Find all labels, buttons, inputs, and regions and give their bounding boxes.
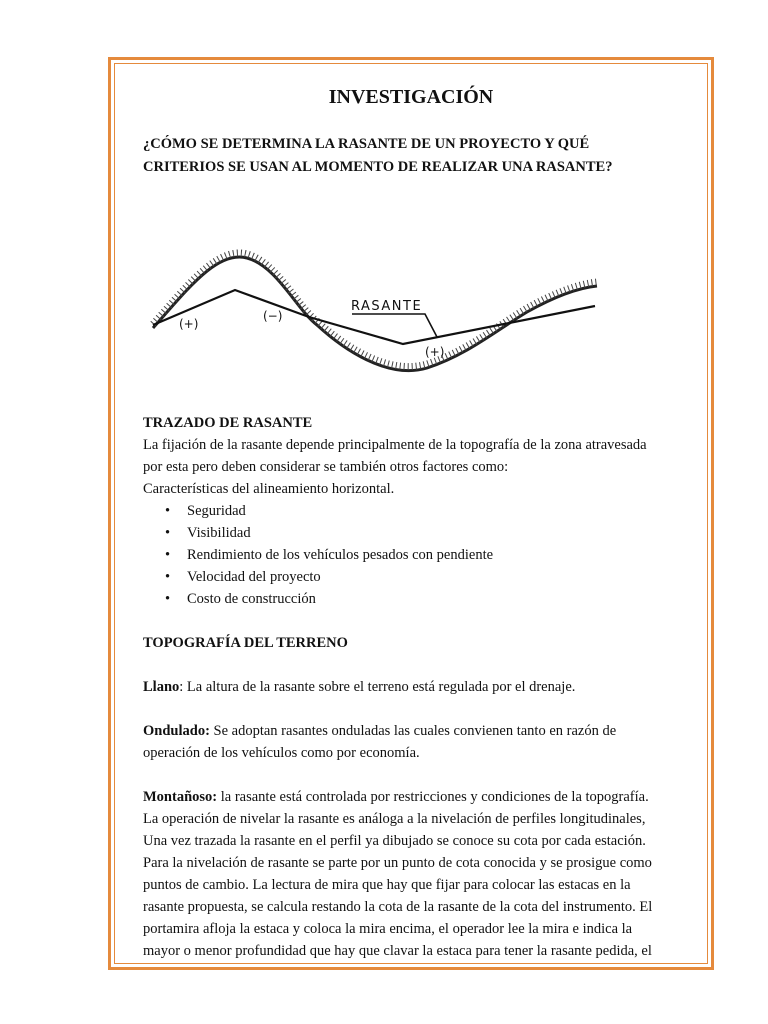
rasante-profile-figure	[147, 220, 607, 380]
paragraph-line: portamira afloja la estaca y coloca la mira encima, el operador lee la mira e indica la	[143, 921, 633, 937]
document-body	[143, 412, 679, 962]
llano-text: : La altura de la rasante sobre el terreno está regulada por el drenaje.	[179, 679, 576, 695]
paragraph-line: La fijación de la rasante depende principalmente de la topografía de la zona atravesada	[143, 437, 647, 453]
ondulado-line-2: operación de los vehículos como por economía.	[143, 745, 420, 761]
paragraph-line: mayor o menor profundidad que hay que clavar la estaca para tener la rasante pedida, el	[143, 943, 652, 959]
plus-label-left: (+)	[179, 317, 199, 331]
factors-list	[143, 500, 679, 610]
question-line-2: CRITERIOS SE USAN AL MOMENTO DE REALIZAR UNA RASANTE?	[143, 159, 613, 175]
paragraph-line: Características del alineamiento horizontal.	[143, 481, 395, 497]
ondulado-text: Se adoptan rasantes onduladas las cuales convienen tanto en razón de	[209, 723, 617, 739]
list-item: • Seguridad	[187, 500, 679, 522]
montanoso-text: la rasante está controlada por restricciones y condiciones de la topografía.	[217, 789, 649, 805]
list-item: • Costo de construcción	[187, 588, 679, 610]
paragraph-line: La operación de nivelar la rasante es análoga a la nivelación de perfiles longitudinales,	[143, 811, 646, 827]
rasante-label: RASANTE	[351, 299, 423, 314]
montanoso-label: Montañoso:	[143, 789, 218, 805]
plus-label-right: (+)	[425, 345, 445, 359]
list-item: • Rendimiento de los vehículos pesados con pendiente	[187, 544, 679, 566]
llano-paragraph	[143, 676, 679, 698]
paragraph-line: Para la nivelación de rasante se parte por un punto de cota conocida y se prosigue como	[143, 855, 652, 871]
list-item: • Velocidad del proyecto	[187, 566, 679, 588]
document-title: INVESTIGACIÓN	[328, 86, 494, 108]
header-section	[143, 86, 679, 179]
paragraph-line: rasante propuesta, se calcula restando la cota de la rasante de la cota del instrumento. El	[143, 899, 653, 915]
section-heading-trazado: TRAZADO DE RASANTE	[143, 415, 313, 431]
paragraph-line: puntos de cambio. La lectura de mira que hay que fijar para colocar las estacas en la	[143, 877, 631, 893]
montanoso-line-1	[143, 786, 679, 808]
paragraph-line: por esta pero deben considerar se también otros factores como:	[143, 459, 509, 475]
terrain-profile-drawing	[147, 220, 607, 380]
ondulado-line-1	[143, 720, 679, 742]
minus-label: (−)	[263, 309, 283, 323]
list-item: • Visibilidad	[187, 522, 679, 544]
question-line-1: ¿CÓMO SE DETERMINA LA RASANTE DE UN PROYECTO Y QUÉ	[143, 136, 590, 152]
paragraph-line: Una vez trazada la rasante en el perfil ya dibujado se conoce su cota por cada estación.	[143, 833, 646, 849]
ondulado-label: Ondulado:	[143, 723, 210, 739]
section-heading-topografia: TOPOGRAFÍA DEL TERRENO	[143, 635, 348, 651]
llano-label: Llano	[143, 679, 180, 695]
